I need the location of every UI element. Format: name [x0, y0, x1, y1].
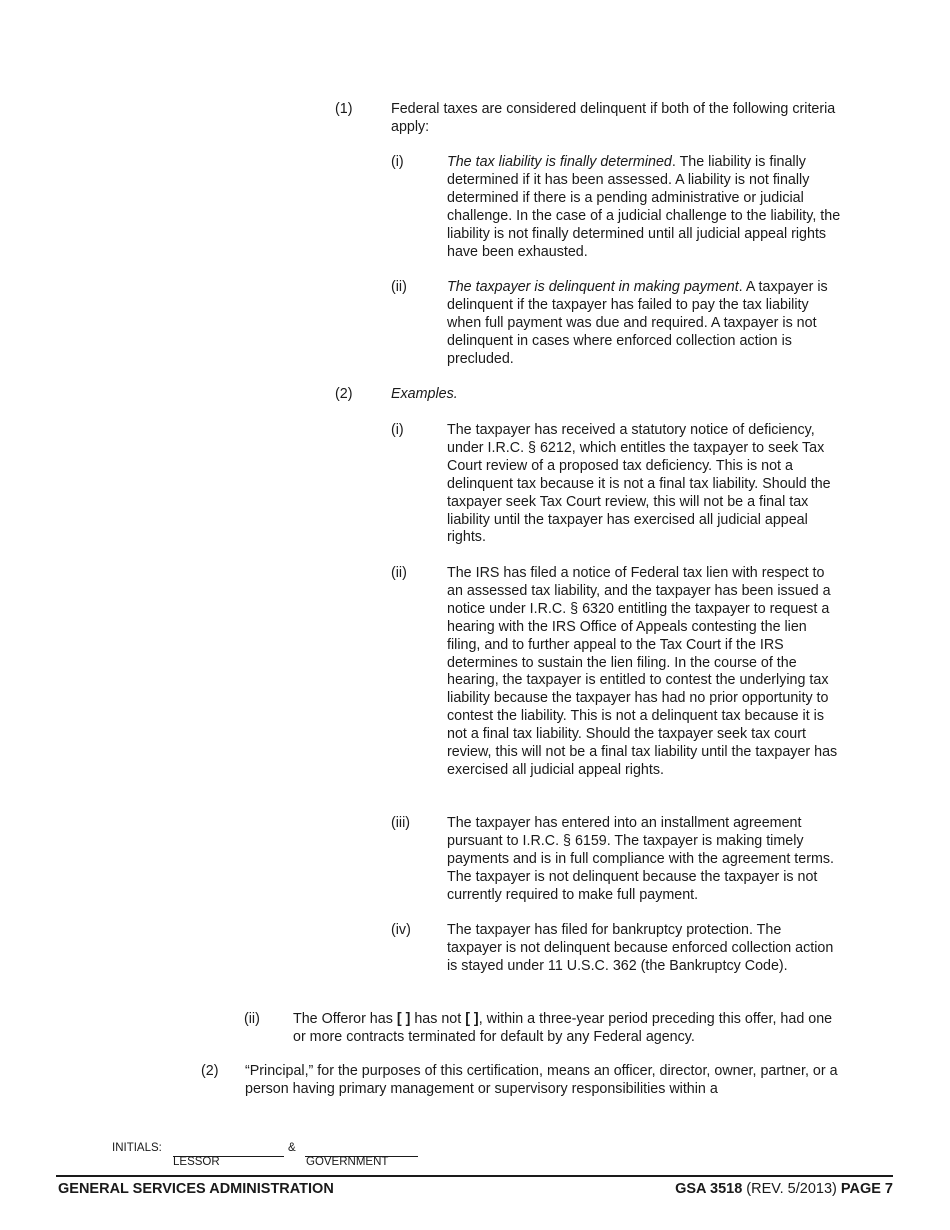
- has-checkbox[interactable]: [ ]: [396, 1011, 411, 1027]
- paragraph-offeror-default: [293, 1011, 838, 1047]
- para-number: (ii): [391, 279, 407, 295]
- paragraph-finally-determined: [447, 154, 843, 261]
- paragraph-example-statutory-notice: The taxpayer has received a statutory notice of deficiency, under I.R.C. § 6212, which entitles the taxpayer to seek Tax Court review of a proposed tax deficiency. This is not a delinquent tax because it is not a final tax liability. Should the taxpayer seek Tax Court review, this will not be a final tax liability until the taxpayer has exercised all judicial appeal rights.: [447, 422, 831, 546]
- government-label: GOVERNMENT: [306, 1156, 389, 1168]
- footer-form-info: [675, 1181, 893, 1197]
- para-number: (ii): [391, 565, 407, 581]
- paragraph-example-installment: The taxpayer has entered into an installment agreement pursuant to I.R.C. § 6159. The taxpayer is making timely payments and is in full compliance with the agreement terms. The taxpayer is not delinquent because the taxpayer is not currently required to make full payment.: [447, 815, 834, 903]
- paragraph-delinquent-payment: [447, 279, 843, 369]
- form-revision: (REV. 5/2013): [742, 1181, 841, 1197]
- paragraph-example-bankruptcy: The taxpayer has filed for bankruptcy protection. The taxpayer is not delinquent because enforced collection action is stayed under 11 U.S.C. 362 (the Bankruptcy Code).: [447, 922, 834, 974]
- para-number: (ii): [244, 1011, 260, 1027]
- para-number: (2): [201, 1063, 219, 1079]
- paragraph-text: , within a three-year period preceding this offer, had one or more contracts terminated for default by any Federal agency.: [293, 1011, 833, 1045]
- paragraph-principal-definition: “Principal,” for the purposes of this certification, means an officer, director, owner, partner, or a person having primary management or supervisory responsibilities within a: [245, 1063, 838, 1097]
- para-number: (i): [391, 154, 404, 170]
- page-number: PAGE 7: [840, 1181, 893, 1197]
- para-number: (1): [335, 101, 353, 117]
- italic-lead: The tax liability is finally determined: [447, 154, 672, 170]
- footer-agency: [58, 1181, 334, 1197]
- italic-lead: The taxpayer is delinquent in making payment: [447, 279, 739, 295]
- paragraph-delinquent-criteria: Federal taxes are considered delinquent if both of the following criteria apply:: [391, 101, 836, 135]
- paragraph-text: The Offeror has: [293, 1011, 397, 1027]
- para-number: (iv): [391, 922, 411, 938]
- footer-rule: [56, 1175, 893, 1177]
- paragraph-text: has not: [410, 1011, 466, 1027]
- para-number: (i): [391, 422, 404, 438]
- para-number: (2): [335, 386, 353, 402]
- paragraph-text: . A taxpayer is delinquent if the taxpayer has failed to pay the tax liability when full payment was due and required. A taxpayer is not delinquent in cases where enforced collection action is precluded.: [447, 279, 828, 367]
- para-number: (iii): [391, 815, 411, 831]
- has-not-checkbox[interactable]: [ ]: [465, 1011, 479, 1027]
- ampersand: &: [288, 1142, 296, 1154]
- form-number: GSA 3518: [675, 1181, 743, 1197]
- paragraph-examples-heading: Examples.: [391, 386, 458, 402]
- paragraph-example-tax-lien: The IRS has filed a notice of Federal tax lien with respect to an assessed tax liability, and the taxpayer has been issued a notice under I.R.C. § 6320 entitling the taxpayer to request a hearing with the IRS Office of Appeals contesting the lien filing, and to further appeal to the Tax Court if the IRS determines to sustain the lien filing. In the course of the hearing, the taxpayer is entitled to contest the underlying tax liability because the taxpayer has had no prior opportunity to contest the liability. This is not a delinquent tax because it is not a final tax liability. Should the taxpayer seek tax court review, this will not be a final tax liability until the taxpayer has exercised all judicial appeal rights.: [447, 565, 838, 778]
- lessor-label: LESSOR: [173, 1156, 220, 1168]
- agency-name: GENERAL SERVICES ADMINISTRATION: [58, 1181, 334, 1197]
- initials-label: INITIALS:: [112, 1142, 162, 1154]
- paragraph-text: . The liability is finally determined if it has been assessed. A liability is not finally determined if there is a pending administrative or judicial challenge. In the case of a judicial challenge to the liability, the liability is not finally determined until all judicial appeal rights have been exhausted.: [447, 154, 841, 260]
